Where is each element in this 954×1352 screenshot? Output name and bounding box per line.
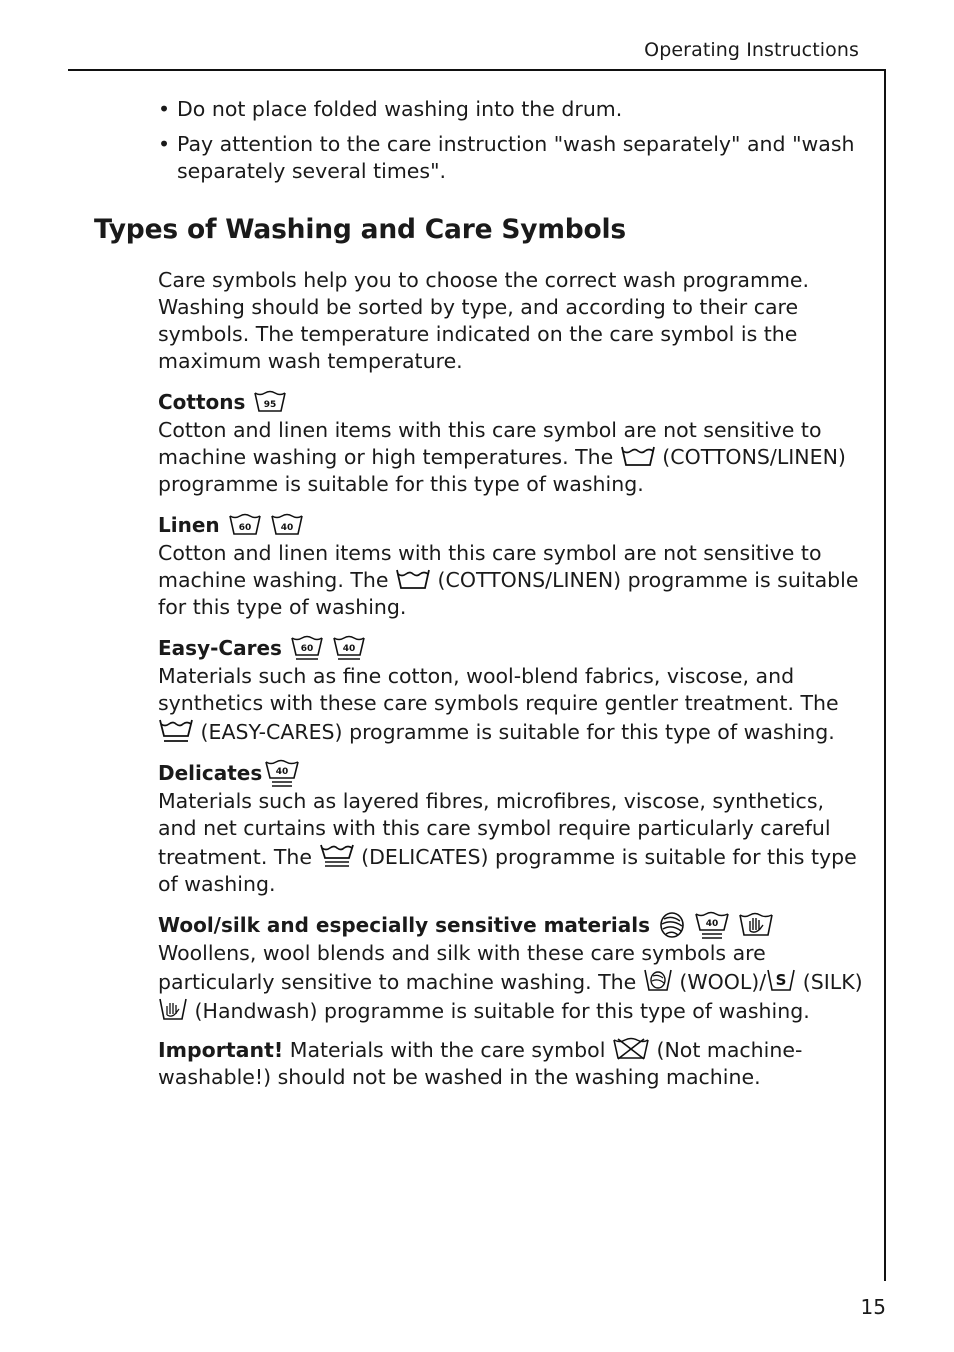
bullet-item: • Pay attention to the care instruction "wash separately" and "wash separately several times".: [158, 132, 855, 183]
delicates-block: [158, 758, 863, 898]
wash-40-delicate-icon: [694, 910, 730, 940]
svg-text:40: 40: [342, 644, 356, 654]
svg-text:95: 95: [264, 400, 277, 410]
svg-text:S: S: [775, 971, 787, 989]
delicates-text: Materials such as layered fibres, microfibres, viscose, synthetics, and net curtains with this care symbol require particularly careful treatment. The: [158, 789, 831, 869]
section-heading: Types of Washing and Care Symbols: [94, 214, 627, 245]
wash-60-gentle-icon: [290, 634, 324, 662]
linen-block: [158, 510, 863, 621]
important-text: Materials with the care symbol: [289, 1038, 606, 1062]
wash-40-delicate-icon: [264, 758, 300, 788]
wool-skein-icon: [658, 911, 686, 939]
svg-text:40: 40: [705, 919, 719, 929]
margin-rule: [884, 69, 886, 1281]
linen-text-end: (COTTONS/LINEN) programme is suitable for this type of washing.: [158, 568, 859, 619]
silk-programme-icon: [766, 967, 796, 993]
important-text-end: (Not machine-washable!) should not be washed in the washing machine.: [158, 1038, 803, 1089]
intro-paragraph: Care symbols help you to choose the correct wash programme. Washing should be sorted by type, and according to their care symbols. The temperature indicated on the care symbol is the maximum wash temperature.: [158, 268, 810, 373]
easycares-block: [158, 633, 863, 746]
header-rule: [68, 69, 886, 71]
svg-text:40: 40: [280, 523, 293, 533]
easycares-text-end: (EASY-CARES) programme is suitable for this type of washing.: [200, 720, 835, 744]
linen-title: Linen: [158, 513, 220, 537]
silk-programme-label: (SILK): [802, 970, 863, 994]
wash-40-icon: [270, 512, 304, 538]
wash-40-gentle-icon: [332, 634, 366, 662]
important-block: [158, 1037, 863, 1091]
cottons-text-end: (COTTONS/LINEN) programme is suitable for this type of washing.: [158, 445, 846, 496]
delicates-text-end: (DELICATES) programme is suitable for this type of washing.: [158, 845, 857, 896]
bullet-item: • Do not place folded washing into the drum.: [158, 97, 623, 121]
delicates-title: Delicates: [158, 761, 263, 785]
section-content: [158, 267, 863, 1103]
handwash-icon: [738, 911, 774, 939]
cottons-programme-icon: [395, 567, 431, 591]
linen-text: Cotton and linen items with this care symbol are not sensitive to machine washing. The: [158, 541, 822, 592]
cottons-title: Cottons: [158, 390, 246, 414]
wool-block: [158, 910, 863, 1025]
wool-programme-icon: [643, 967, 673, 993]
handwash-programme-icon: [158, 996, 188, 1022]
wool-programme-label: (WOOL)/: [679, 970, 767, 994]
cottons-programme-icon: [620, 444, 656, 468]
cottons-block: [158, 387, 863, 498]
wash-60-icon: [228, 512, 262, 538]
svg-text:40: 40: [276, 767, 289, 777]
cottons-text: Cotton and linen items with this care symbol are not sensitive to machine washing or high temperatures. The: [158, 418, 822, 469]
delicates-programme-icon: [319, 842, 355, 868]
wash-95-icon: [253, 389, 287, 415]
wool-text: Woollens, wool blends and silk with these care symbols are particularly sensitive to machine washing. The: [158, 941, 766, 994]
easycares-programme-icon: [158, 717, 194, 743]
handwash-programme-label: (Handwash) programme is suitable for this type of washing.: [194, 999, 810, 1023]
easycares-text: Materials such as fine cotton, wool-blend fabrics, viscose, and synthetics with these care symbols require gentler treatment. The: [158, 664, 839, 715]
do-not-wash-icon: [612, 1037, 650, 1061]
wool-title: Wool/silk and especially sensitive materials: [158, 913, 651, 937]
running-header: Operating Instructions: [644, 39, 859, 61]
easycares-title: Easy-Cares: [158, 636, 282, 660]
bullet-list: [158, 96, 858, 193]
svg-text:60: 60: [238, 523, 251, 533]
important-label: Important!: [158, 1038, 284, 1062]
page-number: 15: [860, 1295, 886, 1319]
svg-text:60: 60: [300, 644, 314, 654]
